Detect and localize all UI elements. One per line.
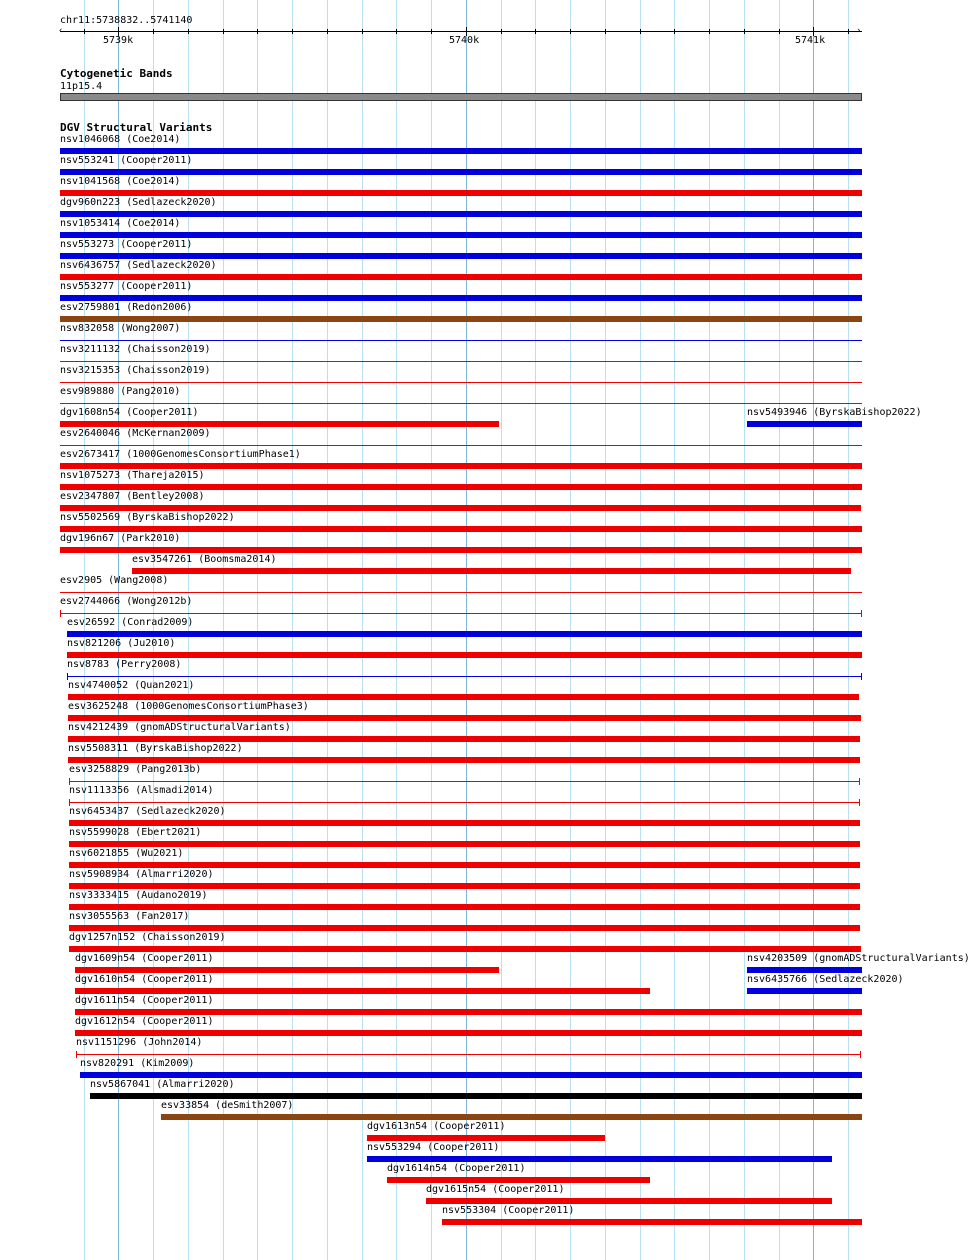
feature-label: esv2905 (Wang2008) <box>60 575 169 586</box>
feature-bar[interactable] <box>68 694 859 700</box>
feature-label: esv2759801 (Redon2006) <box>60 302 193 313</box>
feature-label: esv3547261 (Boomsma2014) <box>132 554 277 565</box>
dgv-feature[interactable] <box>0 533 890 553</box>
feature-label: nsv8783 (Perry2008) <box>67 659 182 670</box>
dgv-feature[interactable] <box>0 365 890 385</box>
dgv-feature[interactable] <box>0 827 890 847</box>
feature-label: esv2347807 (Bentley2008) <box>60 491 205 502</box>
feature-label: nsv553273 (Cooper2011) <box>60 239 193 250</box>
feature-bar[interactable] <box>69 946 861 952</box>
feature-label: nsv1113356 (Alsmadi2014) <box>69 785 214 796</box>
feature-label: nsv5508311 (ByrskaBishop2022) <box>68 743 243 754</box>
feature-bar[interactable] <box>60 148 862 154</box>
feature-bar[interactable] <box>60 211 862 217</box>
feature-bar[interactable] <box>60 361 862 362</box>
dgv-feature[interactable] <box>0 302 890 322</box>
feature-end-cap <box>67 673 68 680</box>
dgv-feature[interactable] <box>0 953 970 973</box>
dgv-feature[interactable] <box>0 491 890 511</box>
dgv-feature[interactable] <box>0 680 890 700</box>
feature-bar[interactable] <box>60 169 862 175</box>
ruler-tick-label: 5740k <box>449 35 480 46</box>
ruler-minor-tick <box>640 29 641 34</box>
feature-label: esv26592 (Conrad2009) <box>67 617 194 628</box>
feature-bar[interactable] <box>60 274 862 280</box>
feature-bar[interactable] <box>60 382 862 383</box>
feature-end-cap <box>859 799 860 806</box>
dgv-feature[interactable] <box>0 197 890 217</box>
feature-end-cap <box>76 1051 77 1058</box>
dgv-feature[interactable] <box>0 1100 890 1120</box>
feature-bar[interactable] <box>60 526 862 532</box>
dgv-feature[interactable] <box>0 1121 890 1141</box>
dgv-feature[interactable] <box>0 722 890 742</box>
feature-label: nsv3215353 (Chaisson2019) <box>60 365 211 376</box>
feature-bar[interactable] <box>67 676 862 677</box>
feature-label: nsv3211132 (Chaisson2019) <box>60 344 211 355</box>
dgv-feature[interactable] <box>0 1079 890 1099</box>
feature-bar[interactable] <box>60 295 862 301</box>
ruler-minor-tick <box>535 29 536 34</box>
feature-label: nsv1075273 (Thareja2015) <box>60 470 205 481</box>
cytoband-bar[interactable] <box>60 93 862 101</box>
feature-bar[interactable] <box>161 1114 862 1120</box>
ruler-minor-tick <box>570 29 571 34</box>
dgv-feature[interactable] <box>0 260 890 280</box>
feature-label: esv3625248 (1000GenomesConsortiumPhase3) <box>68 701 309 712</box>
ruler-minor-tick <box>362 29 363 34</box>
feature-bar[interactable] <box>367 1156 832 1162</box>
feature-end-cap <box>60 610 61 617</box>
ruler-minor-tick <box>674 29 675 34</box>
dgv-feature[interactable] <box>0 911 890 931</box>
feature-label: nsv6436757 (Sedlazeck2020) <box>60 260 217 271</box>
dgv-feature[interactable] <box>0 281 890 301</box>
feature-label: nsv4212439 (gnomADStructuralVariants) <box>68 722 291 733</box>
feature-label: nsv553277 (Cooper2011) <box>60 281 193 292</box>
dgv-feature[interactable] <box>0 1163 890 1183</box>
feature-label: esv2640046 (McKernan2009) <box>60 428 211 439</box>
feature-label: nsv5493946 (ByrskaBishop2022) <box>747 407 922 418</box>
feature-bar[interactable] <box>60 505 861 511</box>
dgv-feature[interactable] <box>0 701 890 721</box>
feature-bar[interactable] <box>68 715 861 721</box>
dgv-feature[interactable] <box>0 407 922 427</box>
feature-bar[interactable] <box>67 631 862 637</box>
dgv-feature[interactable] <box>0 1184 890 1204</box>
cytoband-label: 11p15.4 <box>60 81 103 92</box>
ruler-tick-label: 5741k <box>795 35 826 46</box>
ruler-minor-tick <box>501 29 502 34</box>
feature-label: dgv960n223 (Sedlazeck2020) <box>60 197 217 208</box>
feature-label: nsv5502569 (ByrskaBishop2022) <box>60 512 235 523</box>
feature-bar[interactable] <box>60 316 862 322</box>
feature-bar[interactable] <box>60 613 862 614</box>
feature-bar[interactable] <box>367 1135 605 1141</box>
ruler-minor-tick <box>257 29 258 34</box>
feature-label: nsv5908934 (Almarri2020) <box>69 869 214 880</box>
feature-bar[interactable] <box>67 652 862 658</box>
feature-bar[interactable] <box>387 1177 650 1183</box>
feature-end-cap <box>861 610 862 617</box>
feature-label: dgv1610n54 (Cooper2011) <box>75 974 214 985</box>
ruler-tick-label: 5739k <box>103 35 134 46</box>
ruler-minor-tick <box>605 29 606 34</box>
feature-bar[interactable] <box>69 904 860 910</box>
dgv-feature[interactable] <box>0 638 890 658</box>
dgv-feature[interactable] <box>0 659 890 679</box>
dgv-feature[interactable] <box>0 932 890 952</box>
dgv-feature[interactable] <box>0 974 904 994</box>
ruler-minor-tick <box>848 29 849 34</box>
ruler-minor-tick <box>709 29 710 34</box>
feature-label: esv2744066 (Wong2012b) <box>60 596 193 607</box>
feature-label: nsv832058 (Wong2007) <box>60 323 181 334</box>
feature-label: nsv821206 (Ju2010) <box>67 638 176 649</box>
dgv-feature[interactable] <box>0 134 890 154</box>
feature-label: nsv6453437 (Sedlazeck2020) <box>69 806 226 817</box>
dgv-feature[interactable] <box>0 323 890 343</box>
feature-label: nsv5599028 (Ebert2021) <box>69 827 202 838</box>
dgv-feature[interactable] <box>0 512 890 532</box>
feature-label: dgv1614n54 (Cooper2011) <box>387 1163 526 1174</box>
feature-bar[interactable] <box>60 232 862 238</box>
ruler-minor-tick <box>153 29 154 34</box>
scroll-left-arrow-icon[interactable]: ‹ <box>58 26 64 36</box>
feature-bar[interactable] <box>747 421 862 427</box>
feature-label: esv3258829 (Pang2013b) <box>69 764 202 775</box>
feature-bar[interactable] <box>75 1030 862 1036</box>
feature-bar[interactable] <box>69 841 860 847</box>
ruler-axis <box>60 31 862 32</box>
feature-label: nsv4203509 (gnomADStructuralVariants) <box>747 953 970 964</box>
feature-bar[interactable] <box>90 1093 862 1099</box>
dgv-feature[interactable] <box>0 218 890 238</box>
feature-label: nsv1041568 (Coe2014) <box>60 176 181 187</box>
feature-end-cap <box>69 778 70 785</box>
feature-bar[interactable] <box>69 883 860 889</box>
feature-bar[interactable] <box>75 1009 862 1015</box>
dgv-feature[interactable] <box>0 386 890 406</box>
feature-label: dgv1609n54 (Cooper2011) <box>75 953 214 964</box>
feature-label: nsv5867041 (Almarri2020) <box>90 1079 235 1090</box>
ruler-minor-tick <box>292 29 293 34</box>
feature-label: nsv4740052 (Quan2021) <box>68 680 195 691</box>
feature-label: dgv1257n152 (Chaisson2019) <box>69 932 226 943</box>
dgv-feature[interactable] <box>0 344 890 364</box>
dgv-feature[interactable] <box>0 176 890 196</box>
dgv-feature[interactable] <box>0 470 890 490</box>
dgv-feature[interactable] <box>0 1016 890 1036</box>
ruler-minor-tick <box>327 29 328 34</box>
feature-end-cap <box>69 799 70 806</box>
feature-bar[interactable] <box>60 253 862 259</box>
feature-label: esv33854 (deSmith2007) <box>161 1100 294 1111</box>
locus-label: chr11:5738832..5741140 <box>60 15 193 26</box>
feature-label: dgv1608n54 (Cooper2011) <box>60 407 199 418</box>
ruler-minor-tick <box>744 29 745 34</box>
ruler-minor-tick <box>431 29 432 34</box>
dgv-feature[interactable] <box>0 1142 890 1162</box>
dgv-feature[interactable] <box>0 617 890 637</box>
feature-bar[interactable] <box>442 1219 862 1225</box>
feature-label: nsv3333415 (Audano2019) <box>69 890 208 901</box>
feature-end-cap <box>859 778 860 785</box>
dgv-feature[interactable] <box>0 995 890 1015</box>
feature-bar[interactable] <box>68 757 860 763</box>
feature-label: nsv553294 (Cooper2011) <box>367 1142 500 1153</box>
feature-bar[interactable] <box>69 802 860 803</box>
dgv-feature[interactable] <box>0 1205 890 1225</box>
feature-label: dgv1613n54 (Cooper2011) <box>367 1121 506 1132</box>
feature-label: nsv820291 (Kim2009) <box>80 1058 195 1069</box>
track-title-dgv[interactable]: DGV Structural Variants <box>60 121 213 134</box>
feature-label: nsv6435766 (Sedlazeck2020) <box>747 974 904 985</box>
dgv-feature[interactable] <box>0 596 890 616</box>
feature-bar[interactable] <box>132 568 851 574</box>
feature-label: esv989880 (Pang2010) <box>60 386 181 397</box>
ruler-minor-tick <box>779 29 780 34</box>
dgv-feature[interactable] <box>0 239 890 259</box>
feature-bar[interactable] <box>747 967 862 973</box>
feature-label: dgv1615n54 (Cooper2011) <box>426 1184 565 1195</box>
dgv-feature[interactable] <box>0 449 890 469</box>
dgv-feature[interactable] <box>0 785 890 805</box>
feature-bar[interactable] <box>69 862 860 868</box>
ruler-minor-tick <box>396 29 397 34</box>
feature-bar[interactable] <box>80 1072 862 1078</box>
dgv-feature[interactable] <box>0 869 890 889</box>
dgv-feature[interactable] <box>0 764 890 784</box>
dgv-feature[interactable] <box>0 554 890 574</box>
dgv-feature[interactable] <box>0 428 890 448</box>
feature-label: dgv196n67 (Park2010) <box>60 533 181 544</box>
feature-label: nsv1046068 (Coe2014) <box>60 134 181 145</box>
feature-bar[interactable] <box>60 190 862 196</box>
feature-bar[interactable] <box>60 592 862 593</box>
feature-bar[interactable] <box>69 781 860 782</box>
dgv-feature[interactable] <box>0 155 890 175</box>
feature-bar[interactable] <box>68 736 860 742</box>
feature-bar[interactable] <box>60 340 862 341</box>
feature-bar[interactable] <box>60 403 862 404</box>
ruler-minor-tick <box>188 29 189 34</box>
feature-end-cap <box>860 1051 861 1058</box>
dgv-feature[interactable] <box>0 806 890 826</box>
dgv-feature[interactable] <box>0 890 890 910</box>
feature-bar[interactable] <box>69 820 860 826</box>
feature-label: nsv553304 (Cooper2011) <box>442 1205 575 1216</box>
feature-label: nsv6021855 (Wu2021) <box>69 848 184 859</box>
feature-label: nsv1151296 (John2014) <box>76 1037 203 1048</box>
feature-bar[interactable] <box>747 988 862 994</box>
dgv-feature[interactable] <box>0 743 890 763</box>
feature-label: dgv1611n54 (Cooper2011) <box>75 995 214 1006</box>
feature-bar[interactable] <box>426 1198 832 1204</box>
feature-label: nsv1053414 (Coe2014) <box>60 218 181 229</box>
ruler-minor-tick <box>84 29 85 34</box>
feature-bar[interactable] <box>60 484 862 490</box>
feature-bar[interactable] <box>60 463 862 469</box>
dgv-feature[interactable] <box>0 848 890 868</box>
dgv-feature[interactable] <box>0 575 890 595</box>
feature-label: nsv3055563 (Fan2017) <box>69 911 190 922</box>
feature-bar[interactable] <box>60 445 862 446</box>
scroll-right-arrow-icon[interactable]: › <box>856 26 862 36</box>
feature-label: esv2673417 (1000GenomesConsortiumPhase1) <box>60 449 301 460</box>
feature-bar[interactable] <box>69 925 860 931</box>
feature-bar[interactable] <box>76 1054 861 1055</box>
dgv-feature[interactable] <box>0 1037 890 1057</box>
ruler-minor-tick <box>223 29 224 34</box>
dgv-feature[interactable] <box>0 1058 890 1078</box>
feature-end-cap <box>861 673 862 680</box>
feature-label: nsv553241 (Cooper2011) <box>60 155 193 166</box>
feature-label: dgv1612n54 (Cooper2011) <box>75 1016 214 1027</box>
feature-bar[interactable] <box>60 547 862 553</box>
track-title-cytobands[interactable]: Cytogenetic Bands <box>60 67 173 80</box>
